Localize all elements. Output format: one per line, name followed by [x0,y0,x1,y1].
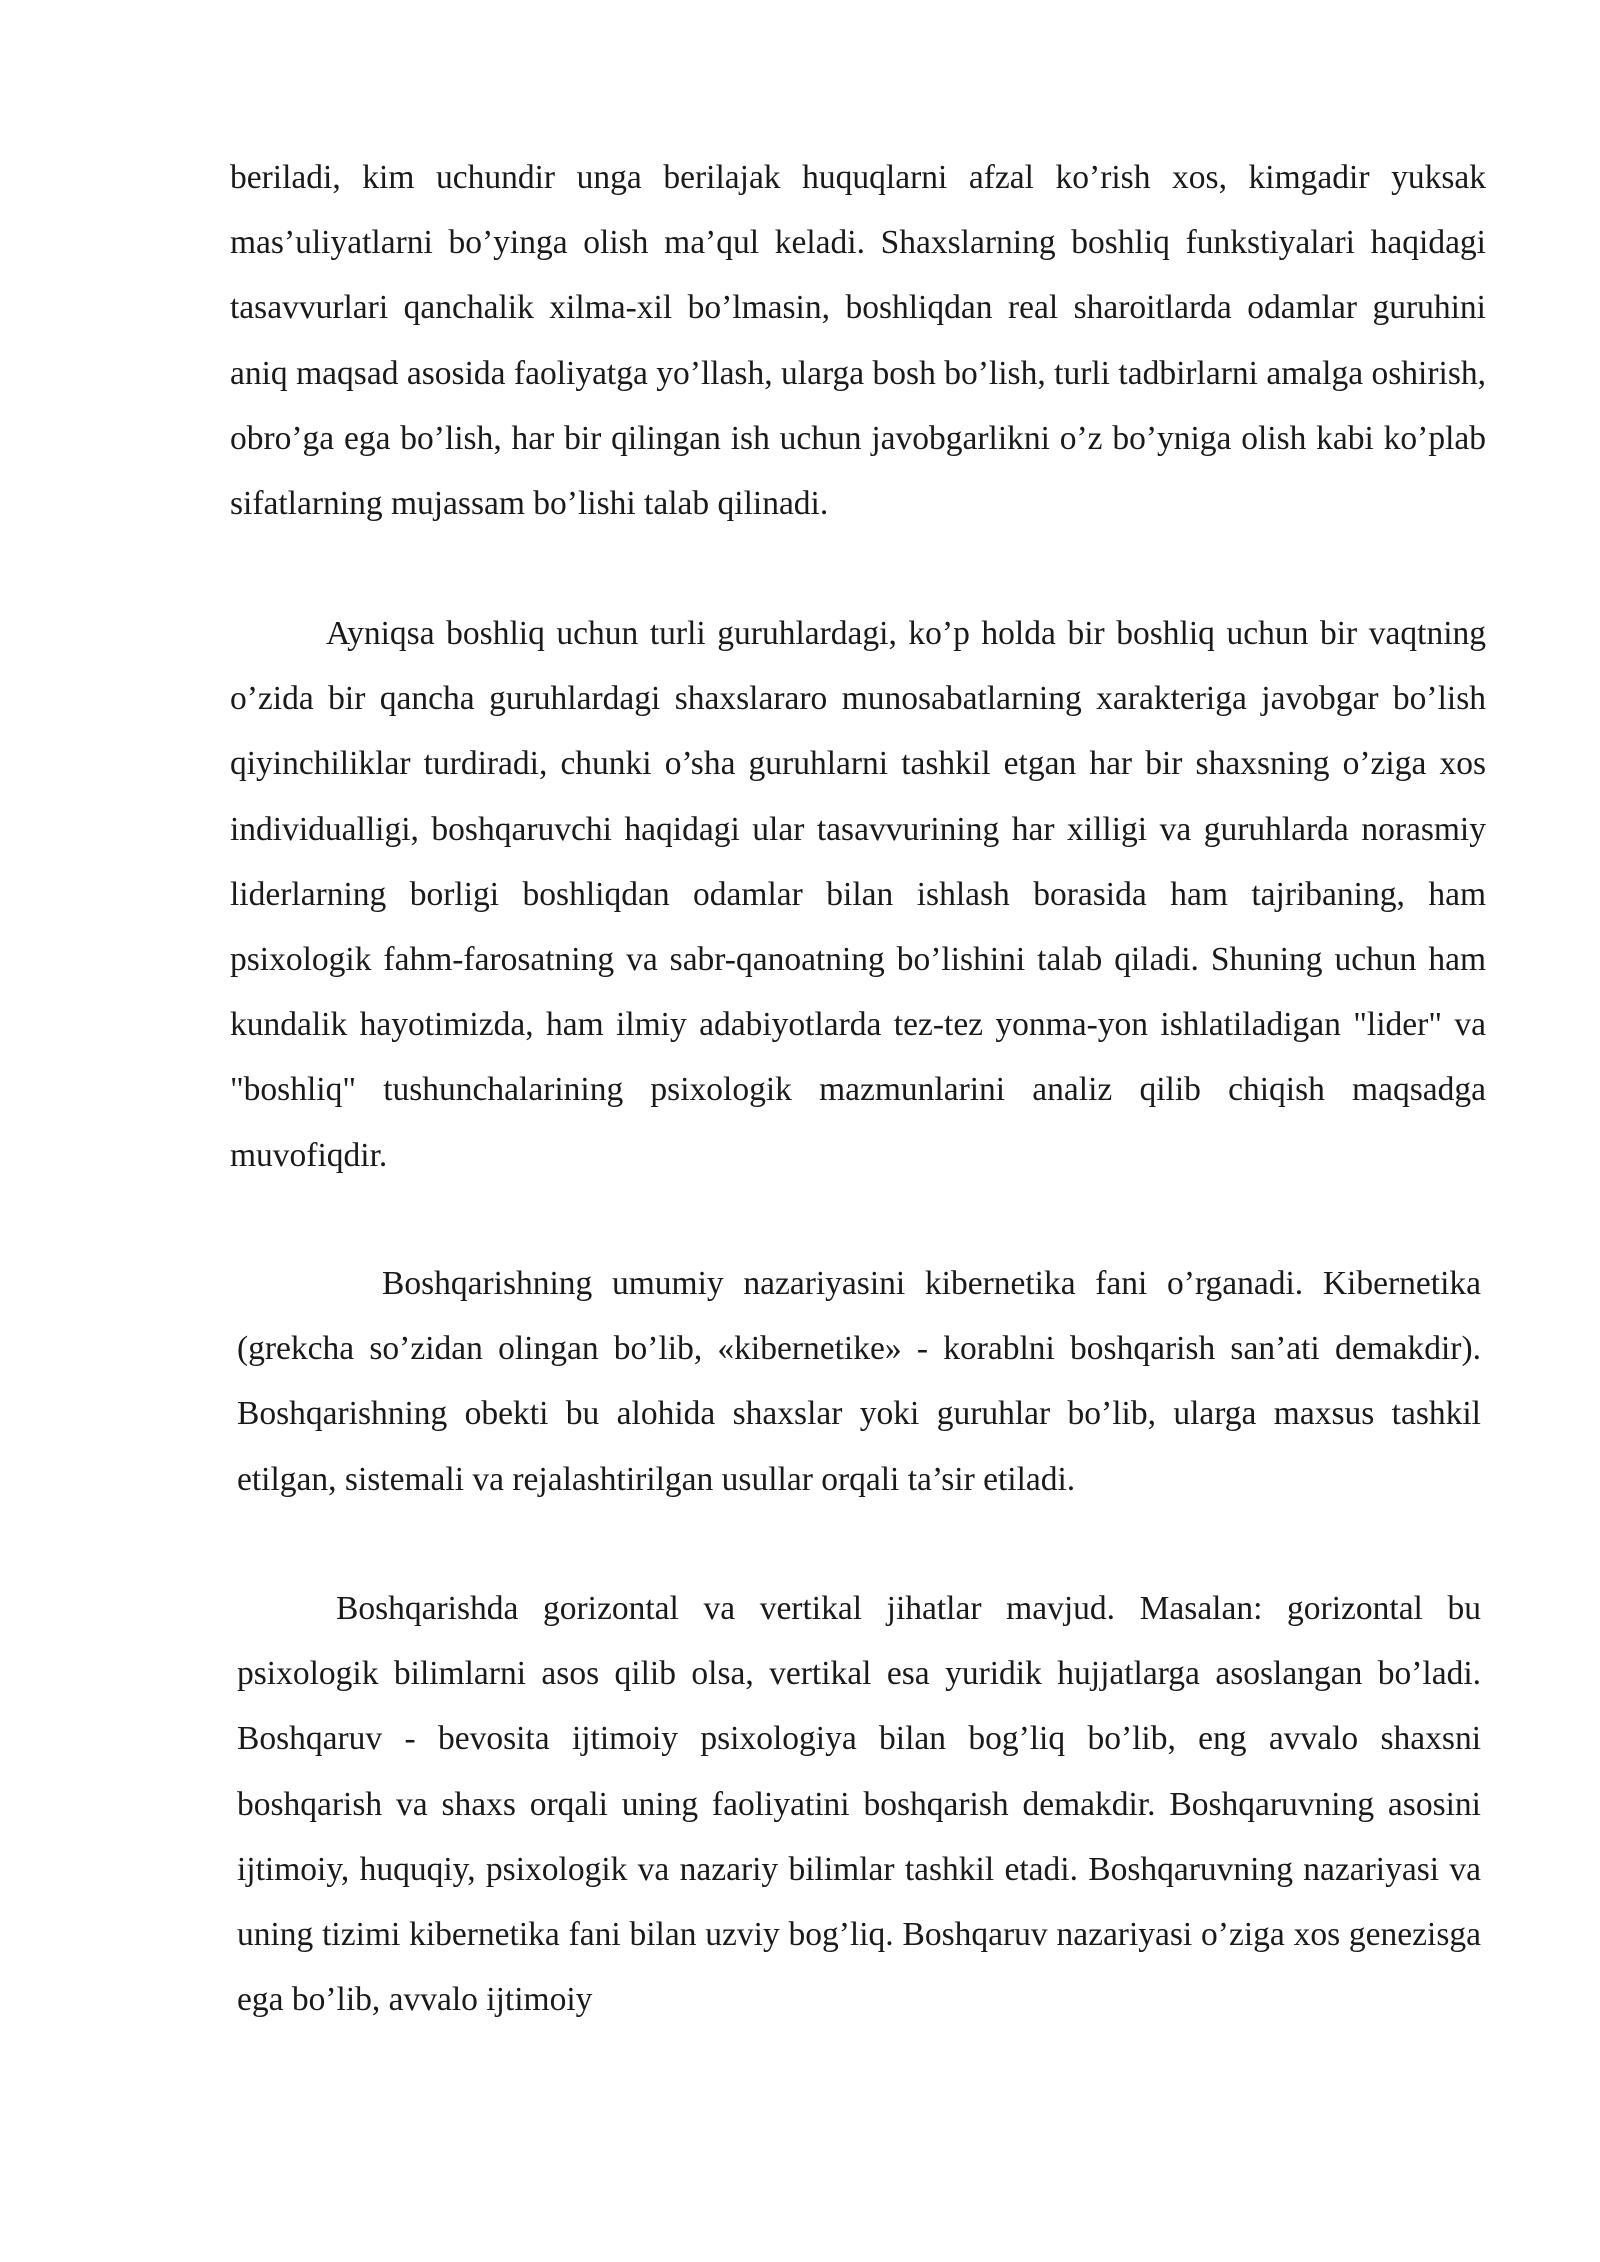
paragraph-2: Ayniqsa boshliq uchun turli guruhlardagi, ko’p holda bir boshliq uchun bir vaqtning o’zida bir qancha guruhlardagi shaxslararo munosabatlarning xarakteriga javobgar bo’lish qiyinchiliklar turdiradi, chunki o’sha guruhlarni tashkil etgan har bir shaxsning o’ziga xos individualligi, boshqaruvchi haqidagi ular tasavvurining har xilligi va guruhlarda norasmiy liderlarning borligi boshliqdan odamlar bilan ishlash borasida ham tajribaning, ham psixologik fahm-farosatning va sabr-qanoatning bo’lishini talab qiladi. Shuning uchun ham kundalik hayotimizda, ham ilmiy adabiyotlarda tez-tez yonma-yon ishlatiladigan "lider" va "boshliq" tushunchalarining psixologik mazmunlarini analiz qilib chiqish maqsadga muvofiqdir. [230,615,1486,1174]
paragraph-1: beriladi, kim uchundir unga berilajak huquqlarni afzal ko’rish xos, kimgadir yuksak mas’uliyatlarni bo’yinga olish ma’qul keladi. Shaxslarning boshliq funkstiyalari haqidagi tasavvurlari qanchalik xilma-xil bo’lmasin, boshliqdan real sharoitlarda odamlar guruhini aniq maqsad asosida faoliyatga yo’llash, ularga bosh bo’lish, turli tadbirlarni amalga oshirish, obro’ga ega bo’lish, har bir qilingan ish uchun javobgarlikni o’z bo’yniga olish kabi ko’plab sifatlarning mujassam bo’lishi talab qilinadi. [230,159,1486,523]
paragraph-3: Boshqarishning umumiy nazariyasini kibernetika fani o’rganadi. Kibernetika (grekcha so’zidan olingan bo’lib, «kibernetike» - korablni boshqarish san’ati demakdir). Boshqarishning obekti bu alohida shaxslar yoki guruhlar bo’lib, ularga maxsus tashkil etilgan, sistemali va rejalashtirilgan usullar orqali ta’sir etiladi. [237,1265,1481,1498]
paragraph-4: Boshqarishda gorizontal va vertikal jihatlar mavjud. Masalan: gorizontal bu psixologik bilimlarni asos qilib olsa, vertikal esa yuridik hujjatlarga asoslangan bo’ladi. Boshqaruv - bevosita ijtimoiy psixologiya bilan bog’liq bo’lib, eng avvalo shaxsni boshqarish va shaxs orqali uning faoliyatini boshqarish demakdir. Boshqaruvning asosini ijtimoiy, huquqiy, psixologik va nazariy bilimlar tashkil etadi. Boshqaruvning nazariyasi va uning tizimi kibernetika fani bilan uzviy bog’liq. Boshqaruv nazariyasi o’ziga xos genezisga ega bo’lib, avvalo ijtimoiy [237,1590,1481,2019]
